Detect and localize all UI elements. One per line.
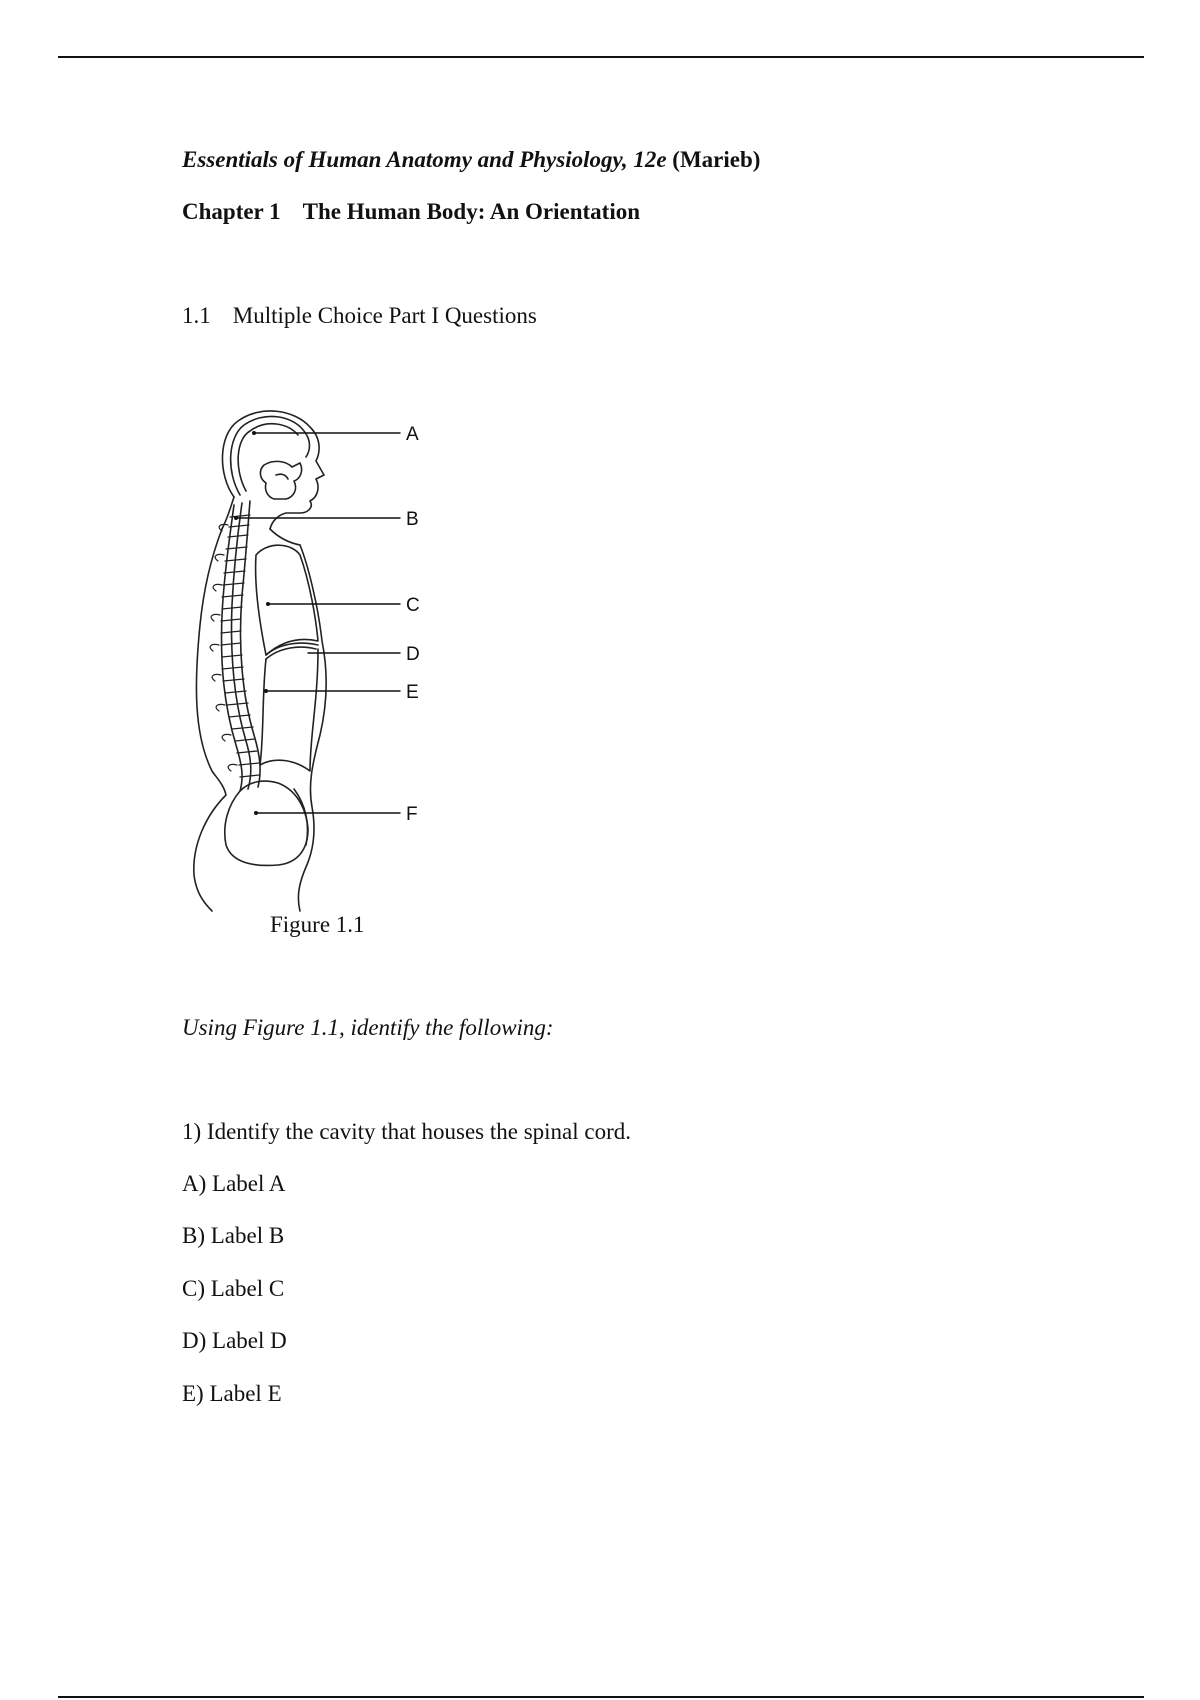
- answer-option-b: B) Label B: [182, 1223, 285, 1248]
- back-outline: [194, 529, 226, 911]
- answer-option-a: A) Label A: [182, 1171, 286, 1196]
- thoracic-cavity: [256, 545, 318, 655]
- figure-label-f: F: [406, 804, 418, 825]
- book-title-italic: Essentials of Human Anatomy and Physiology, 12e: [182, 147, 667, 172]
- chapter-title: The Human Body: An Orientation: [302, 199, 640, 224]
- spine-front: [241, 501, 261, 787]
- top-rule: [58, 56, 1144, 58]
- figure-caption: Figure 1.1: [270, 912, 365, 937]
- book-title: [182, 146, 760, 174]
- chapter-number: Chapter 1: [182, 199, 281, 224]
- book-author: (Marieb): [672, 147, 761, 172]
- section-heading: [182, 302, 537, 330]
- answer-option-d: D) Label D: [182, 1328, 287, 1353]
- chapter-heading: [182, 198, 640, 226]
- instruction-text: Using Figure 1.1, identify the following:: [182, 1015, 554, 1040]
- bottom-rule: [58, 1696, 1144, 1698]
- body-cavities-diagram: [182, 405, 462, 915]
- question-text: 1) Identify the cavity that houses the spinal cord.: [182, 1119, 632, 1144]
- figure-label-a: A: [406, 424, 419, 445]
- figure-label-b: B: [406, 509, 419, 530]
- answer-option-e: E) Label E: [182, 1381, 282, 1406]
- abdominopelvic-cavity: [260, 649, 318, 771]
- figure-body-cavities: [182, 405, 462, 945]
- figure-label-e: E: [406, 682, 419, 703]
- figure-label-d: D: [406, 644, 420, 665]
- pelvic-cavity: [225, 781, 308, 865]
- head-outline: [222, 411, 324, 529]
- answer-option-c: C) Label C: [182, 1276, 285, 1301]
- figure-label-c: C: [406, 595, 420, 616]
- section-number: 1.1: [182, 303, 211, 328]
- section-title: Multiple Choice Part I Questions: [232, 303, 537, 328]
